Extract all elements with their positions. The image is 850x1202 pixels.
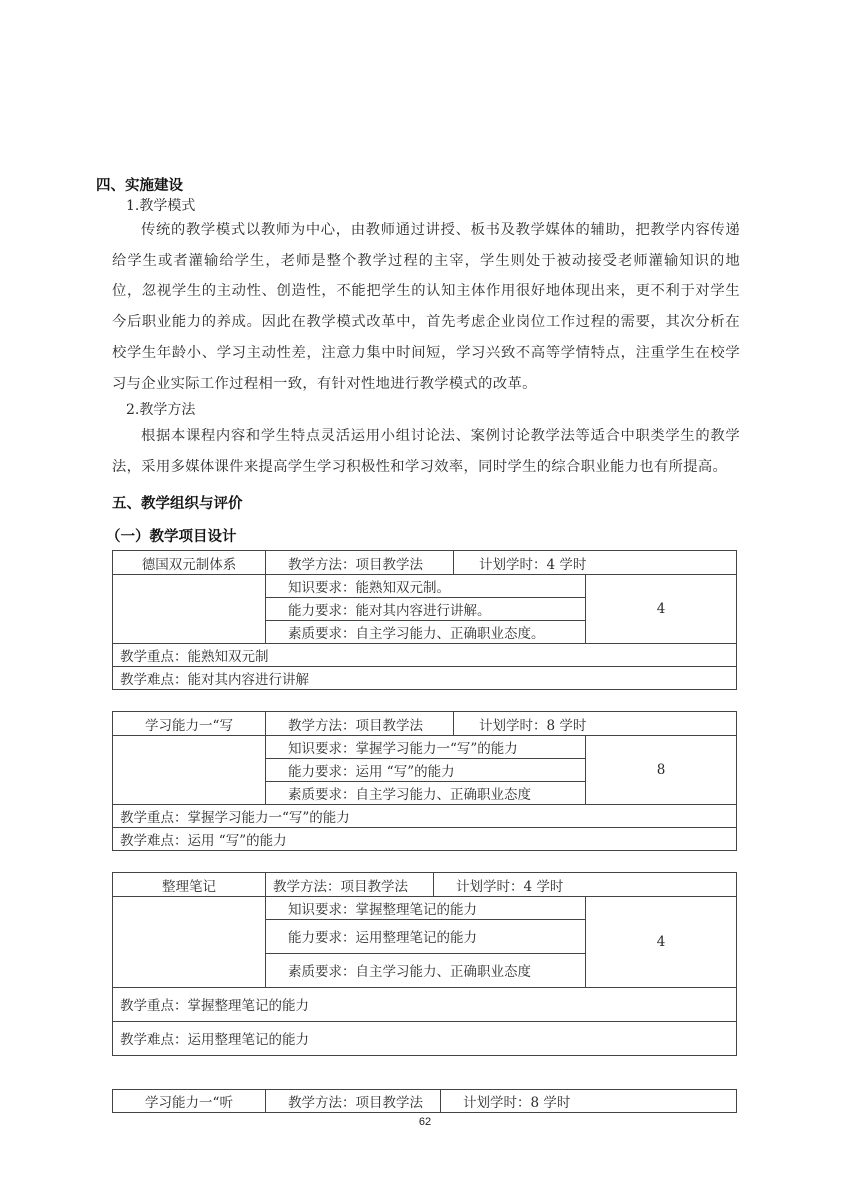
paragraph-teaching-mode (112, 215, 740, 399)
project-title: 整理笔记 (162, 878, 216, 895)
paragraph-text: 根据本课程内容和学生特点灵活运用小组讨论法、案例讨论教学法等适合中职类学生的教学法，采用多媒体课件来提高学生学习积极性和学习效率，同时学生的综合职业能力也有所提高。 (112, 428, 740, 475)
teaching-difficulty: 教学难点：能对其内容进行讲解 (120, 671, 309, 688)
planned-hours: 计划学时：8 学时 (463, 1095, 571, 1111)
planned-hours: 计划学时：8 学时 (479, 717, 587, 734)
quality-requirement: 素质要求：自主学习能力、正确职业态度 (288, 786, 531, 803)
hours-value: 8 (656, 761, 666, 778)
table-rule (265, 551, 266, 643)
teaching-focus: 教学重点：掌握整理笔记的能力 (120, 998, 309, 1014)
paragraph-teaching-method (112, 421, 740, 482)
quality-requirement: 素质要求：自主学习能力、正确职业态度。 (288, 625, 545, 642)
project-table-1 (112, 550, 737, 690)
teaching-method: 教学方法：项目教学法 (288, 717, 423, 734)
table-rule (453, 551, 454, 574)
project-title: 学习能力一“写 (145, 717, 233, 734)
knowledge-requirement: 知识要求：掌握整理笔记的能力 (288, 901, 477, 918)
table-rule (265, 712, 266, 804)
project-table-2 (112, 711, 737, 851)
subsection-title-teaching-method: 2.教学方法 (126, 402, 196, 418)
project-title: 德国双元制体系 (141, 556, 237, 573)
ability-requirement: 能力要求：运用整理笔记的能力 (288, 930, 477, 946)
teaching-focus: 教学重点：掌握学习能力一“写”的能力 (120, 809, 350, 826)
project-title: 学习能力一“听 (145, 1095, 233, 1111)
subsection-title-teaching-mode: 1.教学模式 (126, 198, 196, 214)
knowledge-requirement: 知识要求：掌握学习能力一“写”的能力 (288, 740, 518, 757)
page-number: 62 (418, 1116, 432, 1128)
teaching-focus: 教学重点：能熟知双元制 (120, 648, 269, 665)
teaching-difficulty: 教学难点：运用 “写”的能力 (120, 832, 287, 849)
ability-requirement: 能力要求：运用 “写”的能力 (288, 763, 455, 780)
table-rule (433, 873, 434, 896)
ability-requirement: 能力要求：能对其内容进行讲解。 (288, 602, 491, 619)
teaching-method: 教学方法：项目教学法 (288, 1095, 423, 1111)
table-rule (440, 1090, 441, 1112)
table-rule (265, 1090, 266, 1112)
teaching-difficulty: 教学难点：运用整理笔记的能力 (120, 1032, 309, 1048)
teaching-method: 教学方法：项目教学法 (288, 556, 423, 573)
subsection-heading-project-design: （一）教学项目设计 (106, 529, 237, 545)
project-table-4 (112, 1089, 737, 1113)
table-rule (453, 712, 454, 735)
knowledge-requirement: 知识要求：能熟知双元制。 (288, 579, 450, 596)
section-heading-5: 五、教学组织与评价 (112, 496, 243, 512)
planned-hours: 计划学时：4 学时 (456, 878, 564, 895)
project-table-3 (112, 872, 737, 1056)
planned-hours: 计划学时：4 学时 (479, 556, 587, 573)
quality-requirement: 素质要求：自主学习能力、正确职业态度 (288, 964, 531, 980)
teaching-method: 教学方法：项目教学法 (273, 878, 408, 895)
table-rule (265, 873, 266, 987)
hours-value: 4 (656, 600, 666, 617)
section-heading-4: 四、实施建设 (96, 178, 183, 194)
hours-value: 4 (656, 933, 666, 950)
paragraph-text: 传统的教学模式以教师为中心，由教师通过讲授、板书及教学媒体的辅助，把教学内容传递给学生或者灌输给学生，老师是整个教学过程的主宰，学生则处于被动接受老师灌输知识的地位，忽视学生的主动性、创造性，不能把学生的认知主体作用很好地体现出来，更不利于对学生今后职业能力的养成。因此在教学模式改革中，首先考虑企业岗位工作过程的需要，其次分析在校学生年龄小、学习主动性差，注意力集中时间短，学习兴致不高等学情特点，注重学生在校学习与企业实际工作过程相一致，有针对性地进行教学模式的改革。 (112, 222, 740, 392)
